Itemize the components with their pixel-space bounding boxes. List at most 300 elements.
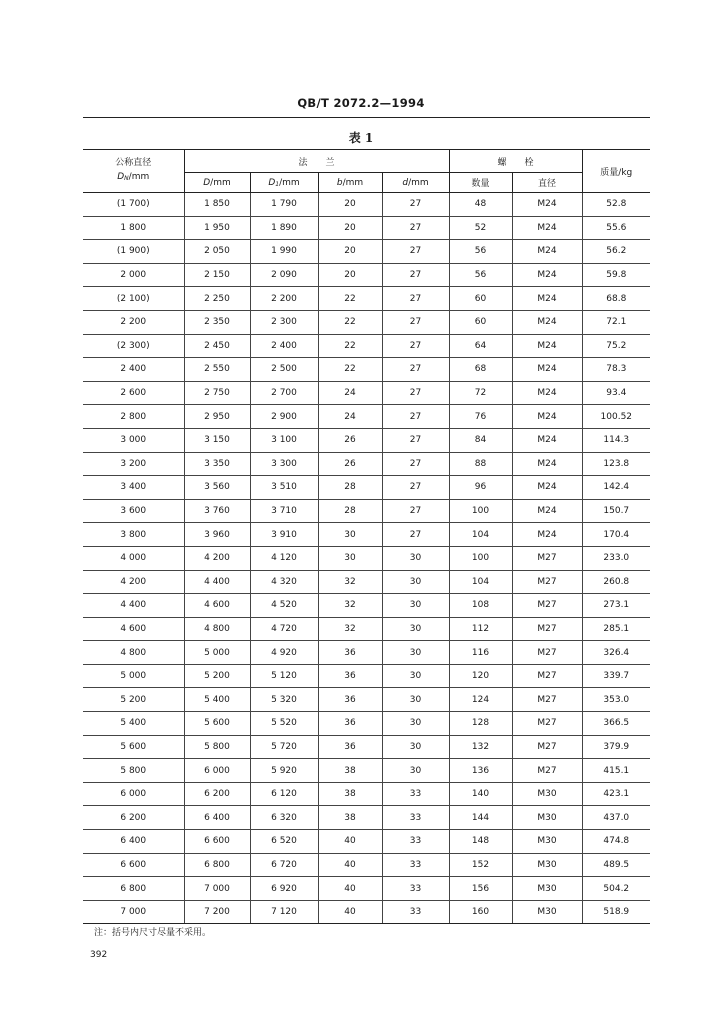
nominal-diameter-cell: 5 600 [83,735,184,759]
page-number: 392 [90,950,108,960]
flange-d1-cell: 6 120 [250,782,318,806]
table-row [83,853,650,877]
table-row [83,570,650,594]
flange-b-cell: 36 [318,712,382,736]
table-row [83,806,650,830]
flange-d1-cell: 1 790 [250,193,318,217]
header-rule [83,117,650,118]
bolt-count-cell: 132 [449,735,512,759]
flange-hole-d-cell: 30 [382,546,449,570]
flange-d1-cell: 5 520 [250,712,318,736]
bolt-diameter-cell: M24 [512,216,582,240]
mass-cell: 353.0 [582,688,650,712]
flange-d-cell: 6 800 [184,853,250,877]
flange-d-cell: 6 000 [184,759,250,783]
flange-d1-cell: 6 720 [250,853,318,877]
mass-cell: 93.4 [582,381,650,405]
table-row [83,476,650,500]
flange-hole-d-cell: 33 [382,877,449,901]
flange-b-cell: 40 [318,877,382,901]
bolt-diameter-cell: M27 [512,712,582,736]
nominal-diameter-cell: 2 800 [83,405,184,429]
flange-d-cell: 2 450 [184,334,250,358]
bolt-diameter-cell: M30 [512,830,582,854]
flange-hole-d-cell: 30 [382,712,449,736]
flange-b-cell: 36 [318,688,382,712]
flange-hole-d-cell: 27 [382,381,449,405]
flange-d1-cell: 4 720 [250,617,318,641]
flange-hole-d-cell: 27 [382,287,449,311]
bolt-diameter-cell: M24 [512,263,582,287]
nominal-diameter-cell: 3 600 [83,499,184,523]
mass-cell: 123.8 [582,452,650,476]
bolt-diameter-cell: M27 [512,546,582,570]
flange-b-cell: 30 [318,523,382,547]
mass-cell: 72.1 [582,310,650,334]
flange-d-cell: 7 000 [184,877,250,901]
bolt-diameter-cell: M24 [512,452,582,476]
header-row-1 [83,150,650,173]
flange-d1-cell: 2 400 [250,334,318,358]
table-row [83,759,650,783]
bolt-count-cell: 72 [449,381,512,405]
flange-d1-cell: 7 120 [250,900,318,924]
nominal-diameter-cell: 5 400 [83,712,184,736]
flange-d-cell: 7 200 [184,900,250,924]
bolt-diameter-cell: M30 [512,853,582,877]
bolt-diameter-cell: M24 [512,193,582,217]
nominal-diameter-cell: 4 000 [83,546,184,570]
flange-d1-cell: 1 990 [250,240,318,264]
flange-hole-d-cell: 27 [382,499,449,523]
mass-cell: 233.0 [582,546,650,570]
mass-cell: 68.8 [582,287,650,311]
flange-d1-header: $D_1/mm$ [250,173,318,193]
bolt-diameter-cell: M24 [512,310,582,334]
flange-d-cell: 6 400 [184,806,250,830]
flange-d-cell: 4 200 [184,546,250,570]
nominal-diameter-cell: 3 200 [83,452,184,476]
table-row [83,900,650,924]
nominal-diameter-cell: 4 800 [83,641,184,665]
flange-b-cell: 20 [318,263,382,287]
flange-d1-cell: 2 500 [250,358,318,382]
table-row [83,877,650,901]
flange-hole-d-cell: 30 [382,688,449,712]
flange-d-cell: 2 950 [184,405,250,429]
flange-b-cell: 38 [318,806,382,830]
bolt-count-cell: 56 [449,263,512,287]
bolt-count-cell: 108 [449,594,512,618]
nominal-diameter-label: 公称直径 [115,158,152,168]
mass-cell: 170.4 [582,523,650,547]
bolt-diameter-cell: M27 [512,664,582,688]
bolt-count-cell: 88 [449,452,512,476]
nominal-diameter-cell: 5 000 [83,664,184,688]
table-row [83,523,650,547]
nominal-diameter-cell: 2 000 [83,263,184,287]
bolt-count-cell: 56 [449,240,512,264]
flange-b-cell: 36 [318,735,382,759]
bolt-count-cell: 68 [449,358,512,382]
mass-cell: 100.52 [582,405,650,429]
flange-d-cell: 4 600 [184,594,250,618]
table-body [83,193,650,924]
mass-cell: 55.6 [582,216,650,240]
flange-d-cell: 1 950 [184,216,250,240]
flange-d-cell: 5 000 [184,641,250,665]
flange-hole-d-cell: 30 [382,617,449,641]
mass-cell: 415.1 [582,759,650,783]
nominal-diameter-cell: 6 800 [83,877,184,901]
flange-b-cell: 22 [318,310,382,334]
flange-d-cell: 5 200 [184,664,250,688]
flange-b-cell: 28 [318,499,382,523]
standard-code: QB/T 2072.2—1994 [297,96,425,110]
flange-b-cell: 40 [318,853,382,877]
table-row [83,594,650,618]
nominal-diameter-cell: 6 200 [83,806,184,830]
flange-d-cell: 5 600 [184,712,250,736]
nominal-diameter-cell: 3 800 [83,523,184,547]
flange-hole-d-cell: 33 [382,853,449,877]
flange-hole-d-cell: 30 [382,735,449,759]
flange-d1-cell: 6 520 [250,830,318,854]
mass-cell: 78.3 [582,358,650,382]
flange-d1-cell: 5 720 [250,735,318,759]
flange-b-cell: 24 [318,405,382,429]
mass-cell: 339.7 [582,664,650,688]
nominal-diameter-cell: 6 000 [83,782,184,806]
nominal-diameter-cell: 4 200 [83,570,184,594]
flange-b-cell: 22 [318,287,382,311]
flange-d-cell: 6 200 [184,782,250,806]
flange-b-cell: 28 [318,476,382,500]
flange-hole-d-cell: 33 [382,782,449,806]
bolt-count-cell: 128 [449,712,512,736]
table-row [83,688,650,712]
flange-d-cell: 3 350 [184,452,250,476]
mass-cell: 285.1 [582,617,650,641]
table-row [83,546,650,570]
flange-hole-d-cell: 33 [382,830,449,854]
flange-b-cell: 26 [318,452,382,476]
bolt-diameter-cell: M27 [512,759,582,783]
bolt-count-cell: 160 [449,900,512,924]
nominal-diameter-header [83,150,184,193]
bolt-count-cell: 148 [449,830,512,854]
bolt-diameter-cell: M27 [512,735,582,759]
flange-b-cell: 20 [318,193,382,217]
bolt-diameter-cell: M24 [512,428,582,452]
flange-d-cell: 2 550 [184,358,250,382]
bolt-count-cell: 100 [449,499,512,523]
flange-hole-d-header: d/mm [382,173,449,193]
flange-d1-cell: 2 300 [250,310,318,334]
mass-cell: 56.2 [582,240,650,264]
mass-cell: 326.4 [582,641,650,665]
table-note: 注：括号内尺寸尽量不采用。 [94,928,212,938]
flange-d1-cell: 6 920 [250,877,318,901]
flange-d-cell: 4 400 [184,570,250,594]
nominal-diameter-cell: 2 600 [83,381,184,405]
bolt-count-cell: 64 [449,334,512,358]
bolt-diameter-cell: M24 [512,358,582,382]
flange-b-cell: 40 [318,900,382,924]
nominal-diameter-unit: /mm [128,172,150,182]
nominal-diameter-cell: 2 200 [83,310,184,334]
bolt-diameter-cell: M24 [512,287,582,311]
bolt-count-cell: 116 [449,641,512,665]
mass-cell: 423.1 [582,782,650,806]
flange-hole-d-cell: 27 [382,310,449,334]
bolt-count-cell: 156 [449,877,512,901]
flange-d-cell: 1 850 [184,193,250,217]
mass-cell: 379.9 [582,735,650,759]
flange-d1-cell: 4 920 [250,641,318,665]
flange-d-cell: 6 600 [184,830,250,854]
nominal-diameter-cell: 2 400 [83,358,184,382]
table-row [83,664,650,688]
bolt-diameter-cell: M30 [512,806,582,830]
mass-cell: 75.2 [582,334,650,358]
table-row [83,216,650,240]
table-row [83,641,650,665]
flange-hole-d-cell: 30 [382,759,449,783]
flange-d-cell: 5 400 [184,688,250,712]
bolt-count-cell: 60 [449,310,512,334]
mass-cell: 142.4 [582,476,650,500]
flange-d1-cell: 3 710 [250,499,318,523]
flange-b-cell: 32 [318,570,382,594]
mass-cell: 150.7 [582,499,650,523]
bolt-diameter-header: 直径 [512,173,582,193]
nominal-diameter-cell: 3 400 [83,476,184,500]
flange-d-cell: 2 750 [184,381,250,405]
bolt-diameter-cell: M24 [512,476,582,500]
flange-hole-d-cell: 27 [382,476,449,500]
nominal-diameter-cell: 5 200 [83,688,184,712]
mass-cell: 273.1 [582,594,650,618]
mass-cell: 437.0 [582,806,650,830]
table-row [83,310,650,334]
bolt-diameter-cell: M30 [512,900,582,924]
flange-d1-cell: 4 520 [250,594,318,618]
bolt-count-cell: 60 [449,287,512,311]
flange-b-cell: 20 [318,240,382,264]
mass-cell: 518.9 [582,900,650,924]
flange-hole-d-cell: 27 [382,405,449,429]
bolt-diameter-cell: M24 [512,240,582,264]
bolt-diameter-cell: M24 [512,381,582,405]
table-row [83,712,650,736]
flange-hole-d-cell: 33 [382,900,449,924]
flange-b-cell: 26 [318,428,382,452]
bolt-diameter-cell: M27 [512,641,582,665]
flange-d1-cell: 5 120 [250,664,318,688]
bolt-count-cell: 76 [449,405,512,429]
flange-hole-d-cell: 30 [382,641,449,665]
bolt-diameter-cell: M27 [512,688,582,712]
flange-dimension-table [83,149,650,924]
nominal-diameter-cell: 6 600 [83,853,184,877]
nominal-diameter-cell: (1 900) [83,240,184,264]
flange-b-cell: 40 [318,830,382,854]
bolt-count-cell: 144 [449,806,512,830]
bolt-count-cell: 136 [449,759,512,783]
flange-hole-d-cell: 27 [382,428,449,452]
flange-d-cell: 5 800 [184,735,250,759]
table-row [83,428,650,452]
flange-hole-d-cell: 33 [382,806,449,830]
flange-d-cell: 2 350 [184,310,250,334]
flange-b-cell: 24 [318,381,382,405]
flange-d1-cell: 4 120 [250,546,318,570]
flange-b-cell: 30 [318,546,382,570]
flange-b-cell: 22 [318,334,382,358]
flange-b-cell: 32 [318,617,382,641]
bolt-count-cell: 52 [449,216,512,240]
flange-b-cell: 38 [318,759,382,783]
flange-hole-d-cell: 27 [382,452,449,476]
flange-b-cell: 38 [318,782,382,806]
table-row [83,830,650,854]
bolt-diameter-cell: M24 [512,523,582,547]
mass-cell: 114.3 [582,428,650,452]
flange-d-header: D/mm [184,173,250,193]
flange-d-cell: 3 560 [184,476,250,500]
nominal-diameter-cell: (2 300) [83,334,184,358]
bolt-diameter-cell: M24 [512,405,582,429]
flange-d1-cell: 2 700 [250,381,318,405]
flange-d-cell: 3 960 [184,523,250,547]
flange-d1-cell: 2 200 [250,287,318,311]
table-row [83,735,650,759]
bolt-count-cell: 104 [449,570,512,594]
flange-d-cell: 4 800 [184,617,250,641]
bolt-group-header: 螺 栓 [449,150,582,173]
table-title: 表 1 [348,131,374,145]
table-row [83,334,650,358]
bolt-count-cell: 112 [449,617,512,641]
table-row [83,499,650,523]
flange-d-cell: 2 250 [184,287,250,311]
mass-cell: 59.8 [582,263,650,287]
nominal-diameter-cell: 7 000 [83,900,184,924]
bolt-diameter-cell: M30 [512,877,582,901]
flange-hole-d-cell: 27 [382,263,449,287]
mass-cell: 260.8 [582,570,650,594]
mass-cell: 489.5 [582,853,650,877]
flange-d-cell: 3 760 [184,499,250,523]
table-row [83,193,650,217]
nominal-diameter-cell: 6 400 [83,830,184,854]
bolt-count-cell: 124 [449,688,512,712]
flange-d1-cell: 2 900 [250,405,318,429]
dn-symbol: $D_N$ [117,172,129,182]
flange-hole-d-cell: 27 [382,358,449,382]
table-row [83,617,650,641]
table-row [83,782,650,806]
nominal-diameter-cell: 5 800 [83,759,184,783]
mass-cell: 52.8 [582,193,650,217]
flange-hole-d-cell: 30 [382,570,449,594]
nominal-diameter-cell: (2 100) [83,287,184,311]
bolt-count-cell: 84 [449,428,512,452]
nominal-diameter-cell: (1 700) [83,193,184,217]
bolt-diameter-cell: M27 [512,617,582,641]
bolt-count-header: 数量 [449,173,512,193]
flange-hole-d-cell: 30 [382,664,449,688]
flange-b-cell: 22 [318,358,382,382]
table-row [83,240,650,264]
table-row [83,405,650,429]
flange-hole-d-cell: 27 [382,523,449,547]
flange-b-cell: 20 [318,216,382,240]
flange-hole-d-cell: 27 [382,193,449,217]
bolt-count-cell: 152 [449,853,512,877]
flange-d1-cell: 5 320 [250,688,318,712]
nominal-diameter-cell: 4 400 [83,594,184,618]
flange-b-cell: 32 [318,594,382,618]
flange-d-cell: 2 050 [184,240,250,264]
flange-d1-cell: 1 890 [250,216,318,240]
bolt-diameter-cell: M27 [512,570,582,594]
nominal-diameter-cell: 1 800 [83,216,184,240]
flange-hole-d-cell: 27 [382,216,449,240]
flange-d1-cell: 3 100 [250,428,318,452]
mass-header: 质量/kg [582,150,650,193]
flange-b-header: b/mm [318,173,382,193]
table-row [83,452,650,476]
flange-b-cell: 36 [318,664,382,688]
flange-d1-cell: 2 090 [250,263,318,287]
flange-d1-cell: 6 320 [250,806,318,830]
flange-d1-cell: 4 320 [250,570,318,594]
table-row [83,287,650,311]
bolt-count-cell: 48 [449,193,512,217]
flange-hole-d-cell: 27 [382,240,449,264]
flange-d1-cell: 3 910 [250,523,318,547]
bolt-count-cell: 140 [449,782,512,806]
mass-cell: 504.2 [582,877,650,901]
bolt-count-cell: 120 [449,664,512,688]
nominal-diameter-cell: 3 000 [83,428,184,452]
bolt-diameter-cell: M24 [512,499,582,523]
flange-hole-d-cell: 27 [382,334,449,358]
flange-group-header: 法 兰 [184,150,449,173]
bolt-diameter-cell: M27 [512,594,582,618]
table-row [83,381,650,405]
flange-d1-cell: 3 300 [250,452,318,476]
flange-hole-d-cell: 30 [382,594,449,618]
table-row [83,358,650,382]
bolt-count-cell: 100 [449,546,512,570]
bolt-diameter-cell: M24 [512,334,582,358]
mass-cell: 366.5 [582,712,650,736]
flange-d1-cell: 5 920 [250,759,318,783]
flange-d-cell: 2 150 [184,263,250,287]
bolt-count-cell: 104 [449,523,512,547]
nominal-diameter-cell: 4 600 [83,617,184,641]
mass-cell: 474.8 [582,830,650,854]
flange-d1-cell: 3 510 [250,476,318,500]
bolt-diameter-cell: M30 [512,782,582,806]
table-row [83,263,650,287]
flange-b-cell: 36 [318,641,382,665]
flange-d-cell: 3 150 [184,428,250,452]
bolt-count-cell: 96 [449,476,512,500]
